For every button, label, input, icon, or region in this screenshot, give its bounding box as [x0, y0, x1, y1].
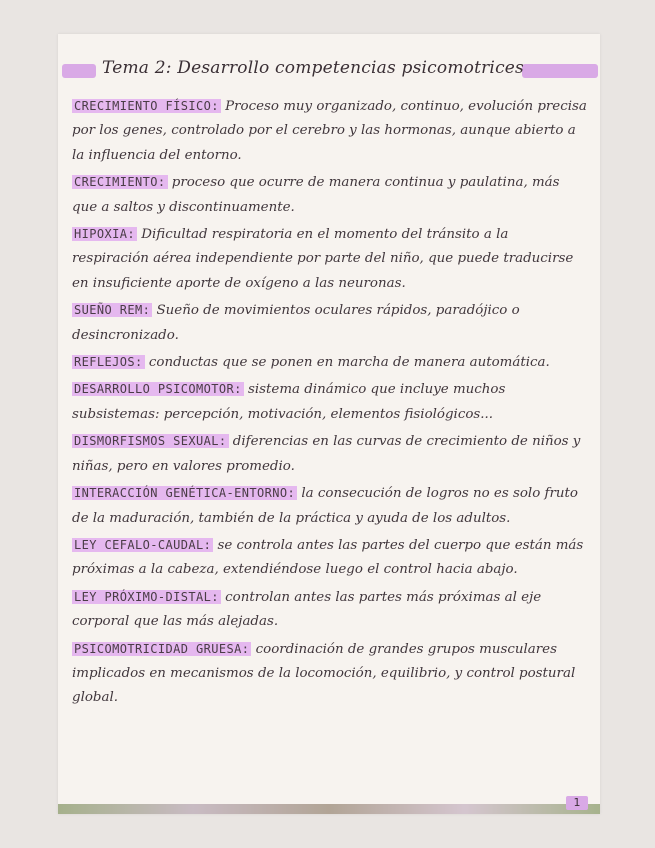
entry-definition: Proceso muy organizado, continuo, evolución precisa por los genes, controlado por el cerebro y las hormonas, aunque abierto a la influencia del entorno. — [72, 99, 587, 163]
entry-hipoxia — [72, 222, 588, 296]
entry-definition: diferencias en las curvas de crecimiento de niños y niñas, pero en valores promedio. — [72, 434, 581, 474]
entry-definition: coordinación de grandes grupos musculares implicados en mecanismos de la locomoción, equilibrio, y control postural global. — [72, 641, 576, 706]
entry-interaccion-genetica-entorno — [72, 481, 588, 531]
entry-term: PSICOMOTRICIDAD GRUESA: — [74, 641, 250, 656]
entry-dismorfismos-sexual — [72, 429, 588, 479]
entry-ley-cefalo-caudal — [72, 533, 588, 583]
entry-term: REFLEJOS: — [74, 355, 143, 370]
entry-term: INTERACCIÓN GENÉTICA-ENTORNO: — [74, 486, 296, 501]
entry-term: LEY PRÓXIMO-DISTAL: — [74, 589, 219, 604]
entry-term: LEY CEFALO-CAUDAL: — [74, 537, 212, 552]
entry-term: DISMORFISMOS SEXUAL: — [74, 434, 227, 449]
entry-term: CRECIMIENTO FÍSICO: — [74, 99, 219, 113]
entry-ley-proximo-distal — [72, 585, 588, 635]
entry-definition: Dificultad respiratoria en el momento del tránsito a la respiración aérea independiente por parte del niño, que puede traducirse en insuficiente aporte de oxígeno a las neuronas. — [72, 227, 574, 291]
entry-definition: se controla antes las partes del cuerpo que están más próximas a la cabeza, extendiéndose luego el control hacia abajo. — [72, 537, 584, 578]
entry-reflejos — [72, 350, 588, 375]
entry-definition: controlan antes las partes más próximas al eje corporal que las más alejadas. — [72, 589, 542, 630]
entry-term: DESARROLLO PSICOMOTOR: — [74, 382, 242, 397]
entry-definition: proceso que ocurre de manera continua y paulatina, más que a saltos y discontinuamente. — [72, 175, 560, 215]
entry-crecimiento — [72, 170, 588, 220]
glossary-notes — [72, 94, 588, 713]
entry-sueno-rem — [72, 298, 588, 348]
entry-term: CRECIMIENTO: — [74, 175, 166, 190]
title-highlight-right — [522, 64, 598, 78]
page-number: 1 — [566, 796, 588, 810]
page-bottom-edge — [58, 804, 600, 814]
entry-desarrollo-psicomotor — [72, 377, 588, 427]
entry-term: SUEÑO REM: — [74, 303, 151, 318]
entry-definition: Sueño de movimientos oculares rápidos, paradójico o desincronizado. — [72, 303, 520, 343]
title-highlight-left — [62, 64, 96, 78]
entry-crecimiento-fisico — [72, 94, 588, 168]
title-row — [62, 58, 598, 84]
entry-psicomotricidad-gruesa — [72, 637, 588, 711]
entry-definition: la consecución de logros no es solo fruto de la maduración, también de la práctica y ayuda de los adultos. — [72, 486, 578, 526]
entry-term: HIPOXIA: — [74, 227, 135, 242]
entry-definition: sistema dinámico que incluye muchos subsistemas: percepción, motivación, elementos fisiológicos... — [72, 382, 506, 422]
page-title: Tema 2: Desarrollo competencias psicomotrices — [102, 58, 524, 78]
entry-definition: conductas que se ponen en marcha de manera automática. — [144, 355, 550, 371]
